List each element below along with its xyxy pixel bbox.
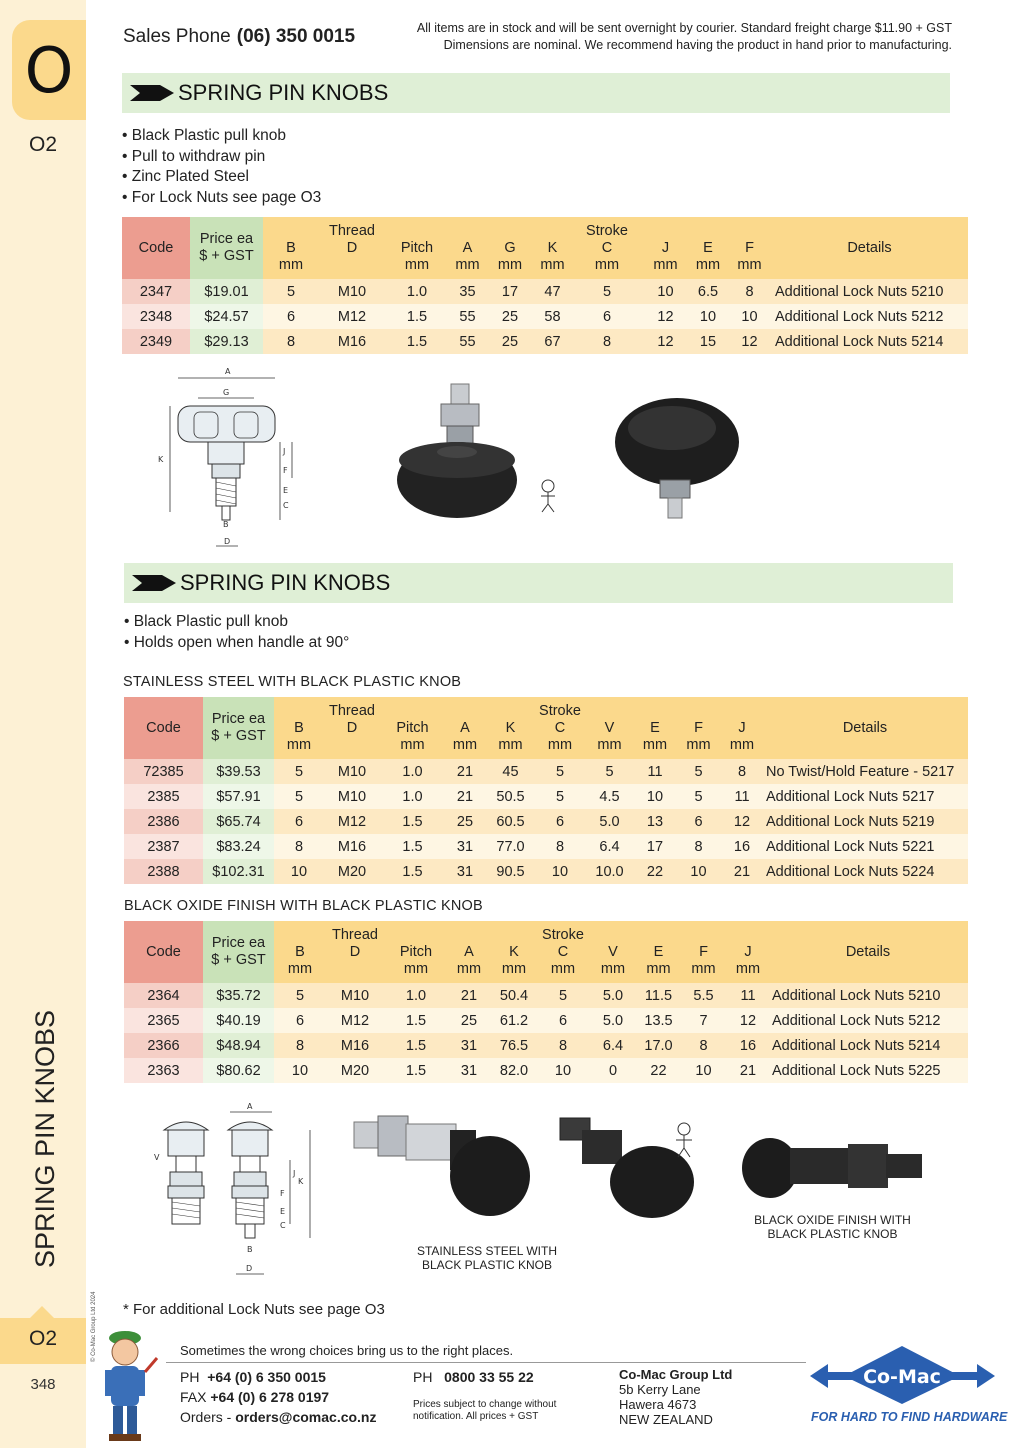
dim-label-j: J [293, 1169, 296, 1178]
col-code: Code [124, 697, 203, 759]
mascot-icon [95, 1328, 161, 1443]
footnote: * For additional Lock Nuts see page O3 [123, 1301, 385, 1318]
table-row[interactable]: 72385 $39.53 5 M10 1.0 21 45 5 5 11 5 8 No Twist/Hold Feature - 5217 [124, 759, 968, 784]
col-a: A mm [449, 217, 486, 279]
dim-label-d: D [246, 1264, 253, 1273]
caption-stainless: STAINLESS STEEL WITH BLACK PLASTIC KNOB [416, 1244, 558, 1272]
col-f: F mm [679, 921, 728, 983]
col-v: V mm [588, 921, 638, 983]
col-price: Price ea $ + GST [203, 921, 274, 983]
table-row[interactable]: 2387 $83.24 8 M16 1.5 31 77.0 8 6.4 17 8 16 Additional Lock Nuts 5221 [124, 834, 968, 859]
sales-phone [123, 26, 355, 48]
col-b: B mm [274, 697, 324, 759]
table-row[interactable]: 2385 $57.91 5 M10 1.0 21 50.5 5 4.5 10 5 11 Additional Lock Nuts 5217 [124, 784, 968, 809]
col-stroke: Stroke C mm [538, 921, 588, 983]
sales-label: Sales Phone [123, 26, 231, 47]
feature-list-1 [122, 126, 321, 209]
section-banner-2 [124, 563, 953, 603]
dim-label-k: K [298, 1177, 304, 1186]
feature-item: • Black Plastic pull knob [124, 613, 288, 630]
footer-quote: Sometimes the wrong choices bring us to the right places. [180, 1343, 514, 1358]
product-table-black-oxide [124, 921, 968, 1083]
col-details: Details [762, 697, 968, 759]
company-name: Co-Mac Group Ltd [619, 1367, 733, 1382]
dim-label-a: A [225, 367, 231, 376]
technical-drawing-2 [150, 1100, 320, 1280]
footer-divider [166, 1362, 806, 1363]
col-f: F mm [728, 217, 771, 279]
stock-notice [417, 20, 952, 54]
col-pitch: Pitch mm [384, 921, 448, 983]
dim-label-f: F [280, 1189, 285, 1198]
arrow-icon [132, 573, 176, 593]
oxide-knob-photo-side [740, 1132, 925, 1202]
footer-freephone-number[interactable]: 0800 33 55 22 [444, 1369, 534, 1385]
dim-label-j: J [283, 447, 286, 456]
caption-black-oxide: BLACK OXIDE FINISH WITH BLACK PLASTIC KNOB [754, 1213, 911, 1241]
feature-item: • Zinc Plated Steel [122, 168, 249, 186]
col-j: J mm [643, 217, 688, 279]
footer-email[interactable]: orders@comac.co.nz [235, 1409, 377, 1425]
feature-item: • Holds open when handle at 90° [124, 633, 350, 651]
table-row[interactable]: 2349 $29.13 8 M16 1.5 55 25 67 8 12 15 12 Additional Lock Nuts 5214 [122, 329, 968, 354]
footer-contacts: PH +64 (0) 6 350 0015 FAX +64 (0) 6 278 0197 Orders - orders@comac.co.nz [180, 1369, 377, 1425]
dim-label-g: G [223, 388, 230, 397]
dim-label-d: D [224, 537, 231, 546]
dim-label-v: V [154, 1153, 160, 1162]
col-j: J mm [722, 697, 762, 759]
page-number: 348 [30, 1376, 56, 1393]
dim-label-e: E [283, 486, 289, 495]
col-e: E mm [688, 217, 728, 279]
table-row[interactable]: 2347 $19.01 5 M10 1.0 35 17 47 5 10 6.5 8 Additional Lock Nuts 5210 [122, 279, 968, 304]
mascot-doodle-icon [535, 478, 561, 514]
feature-item: • Pull to withdraw pin [122, 147, 266, 165]
bottom-section-code: O2 [28, 1327, 57, 1350]
stainless-knob-photo [350, 1110, 535, 1220]
dim-label-c: C [283, 501, 289, 510]
mascot-doodle-icon [670, 1120, 698, 1160]
product-table-stainless [124, 697, 968, 884]
section-title-1: SPRING PIN KNOBS [178, 80, 389, 105]
col-pitch: Pitch mm [385, 217, 449, 279]
section-tab[interactable] [12, 20, 86, 120]
comac-logo[interactable] [810, 1344, 995, 1406]
col-g: G mm [486, 217, 534, 279]
col-price: Price ea $ + GST [190, 217, 263, 279]
technical-drawing-1 [150, 362, 310, 557]
feature-list-2 [124, 612, 349, 653]
dim-label-k: K [158, 455, 164, 464]
col-details: Details [771, 217, 968, 279]
logo-text: Co-Mac [863, 1366, 941, 1388]
dim-label-b: B [223, 520, 229, 529]
bottom-section-tab[interactable] [0, 1318, 86, 1364]
vertical-section-title: SPRING PIN KNOBS [30, 1009, 60, 1268]
product-table-1 [122, 217, 968, 354]
table-row[interactable]: 2363 $80.62 10 M20 1.5 31 82.0 10 0 22 10 21 Additional Lock Nuts 5225 [124, 1058, 968, 1083]
feature-item: • Black Plastic pull knob [122, 127, 286, 144]
dim-label-b: B [247, 1245, 253, 1254]
notice-line-2: Dimensions are nominal. We recommend having the product in hand prior to manufacturing. [443, 38, 952, 52]
footer-phone[interactable]: +64 (0) 6 350 0015 [207, 1369, 326, 1385]
dim-label-a: A [247, 1102, 253, 1111]
dim-label-f: F [283, 466, 288, 475]
col-details: Details [768, 921, 968, 983]
col-e: E mm [638, 921, 679, 983]
col-k: K mm [485, 697, 536, 759]
table-row[interactable]: 2366 $48.94 8 M16 1.5 31 76.5 8 6.4 17.0 8 16 Additional Lock Nuts 5214 [124, 1033, 968, 1058]
knob-photo-side [395, 380, 525, 525]
section-banner-1 [122, 73, 950, 113]
table-row[interactable]: 2386 $65.74 6 M12 1.5 25 60.5 6 5.0 13 6 12 Additional Lock Nuts 5219 [124, 809, 968, 834]
section-letter: O [24, 34, 74, 107]
col-b: B mm [274, 921, 326, 983]
table-row[interactable]: 2348 $24.57 6 M12 1.5 55 25 58 6 12 10 10 Additional Lock Nuts 5212 [122, 304, 968, 329]
company-address: Co-Mac Group Ltd 5b Kerry Lane Hawera 4673 NEW ZEALAND [619, 1367, 733, 1427]
copyright: © Co-Mac Group Ltd 2024 [91, 1291, 97, 1362]
col-thread: Thread D [324, 697, 380, 759]
subhead-stainless: STAINLESS STEEL WITH BLACK PLASTIC KNOB [123, 674, 462, 690]
col-stroke: Stroke C mm [571, 217, 643, 279]
col-v: V mm [584, 697, 635, 759]
footer-fax: +64 (0) 6 278 0197 [210, 1389, 330, 1405]
col-price: Price ea $ + GST [203, 697, 274, 759]
table-row[interactable]: 2365 $40.19 6 M12 1.5 25 61.2 6 5.0 13.5 7 12 Additional Lock Nuts 5212 [124, 1008, 968, 1033]
col-f: F mm [675, 697, 722, 759]
sales-number[interactable]: (06) 350 0015 [236, 26, 356, 47]
col-e: E mm [635, 697, 675, 759]
col-code: Code [122, 217, 190, 279]
col-k: K mm [490, 921, 538, 983]
col-thread: Thread D [319, 217, 385, 279]
col-pitch: Pitch mm [380, 697, 445, 759]
section-title-2: SPRING PIN KNOBS [180, 570, 391, 595]
table-row[interactable]: 2364 $35.72 5 M10 1.0 21 50.4 5 5.0 11.5 5.5 11 Additional Lock Nuts 5210 [124, 983, 968, 1008]
knob-photo-top [612, 392, 747, 522]
arrow-icon [130, 83, 174, 103]
footer-freephone: PH 0800 33 55 22 [413, 1369, 534, 1385]
col-code: Code [124, 921, 203, 983]
feature-item: • For Lock Nuts see page O3 [122, 189, 322, 207]
col-a: A mm [445, 697, 485, 759]
logo-tagline: FOR HARD TO FIND HARDWARE [811, 1410, 1008, 1424]
col-k: K mm [534, 217, 571, 279]
prices-note: Prices subject to change without notification. All prices + GST [413, 1399, 557, 1422]
dim-label-e: E [280, 1207, 286, 1216]
col-a: A mm [448, 921, 490, 983]
col-thread: Thread D [326, 921, 384, 983]
dim-label-c: C [280, 1221, 286, 1230]
subhead-black-oxide: BLACK OXIDE FINISH WITH BLACK PLASTIC KNOB [124, 898, 483, 914]
notice-line-1: All items are in stock and will be sent overnight by courier. Standard freight charge $11.90 + GST [416, 21, 952, 35]
section-code: O2 [28, 133, 57, 156]
col-b: B mm [263, 217, 319, 279]
col-j: J mm [728, 921, 768, 983]
col-stroke: Stroke C mm [536, 697, 584, 759]
table-row[interactable]: 2388 $102.31 10 M20 1.5 31 90.5 10 10.0 22 10 21 Additional Lock Nuts 5224 [124, 859, 968, 884]
